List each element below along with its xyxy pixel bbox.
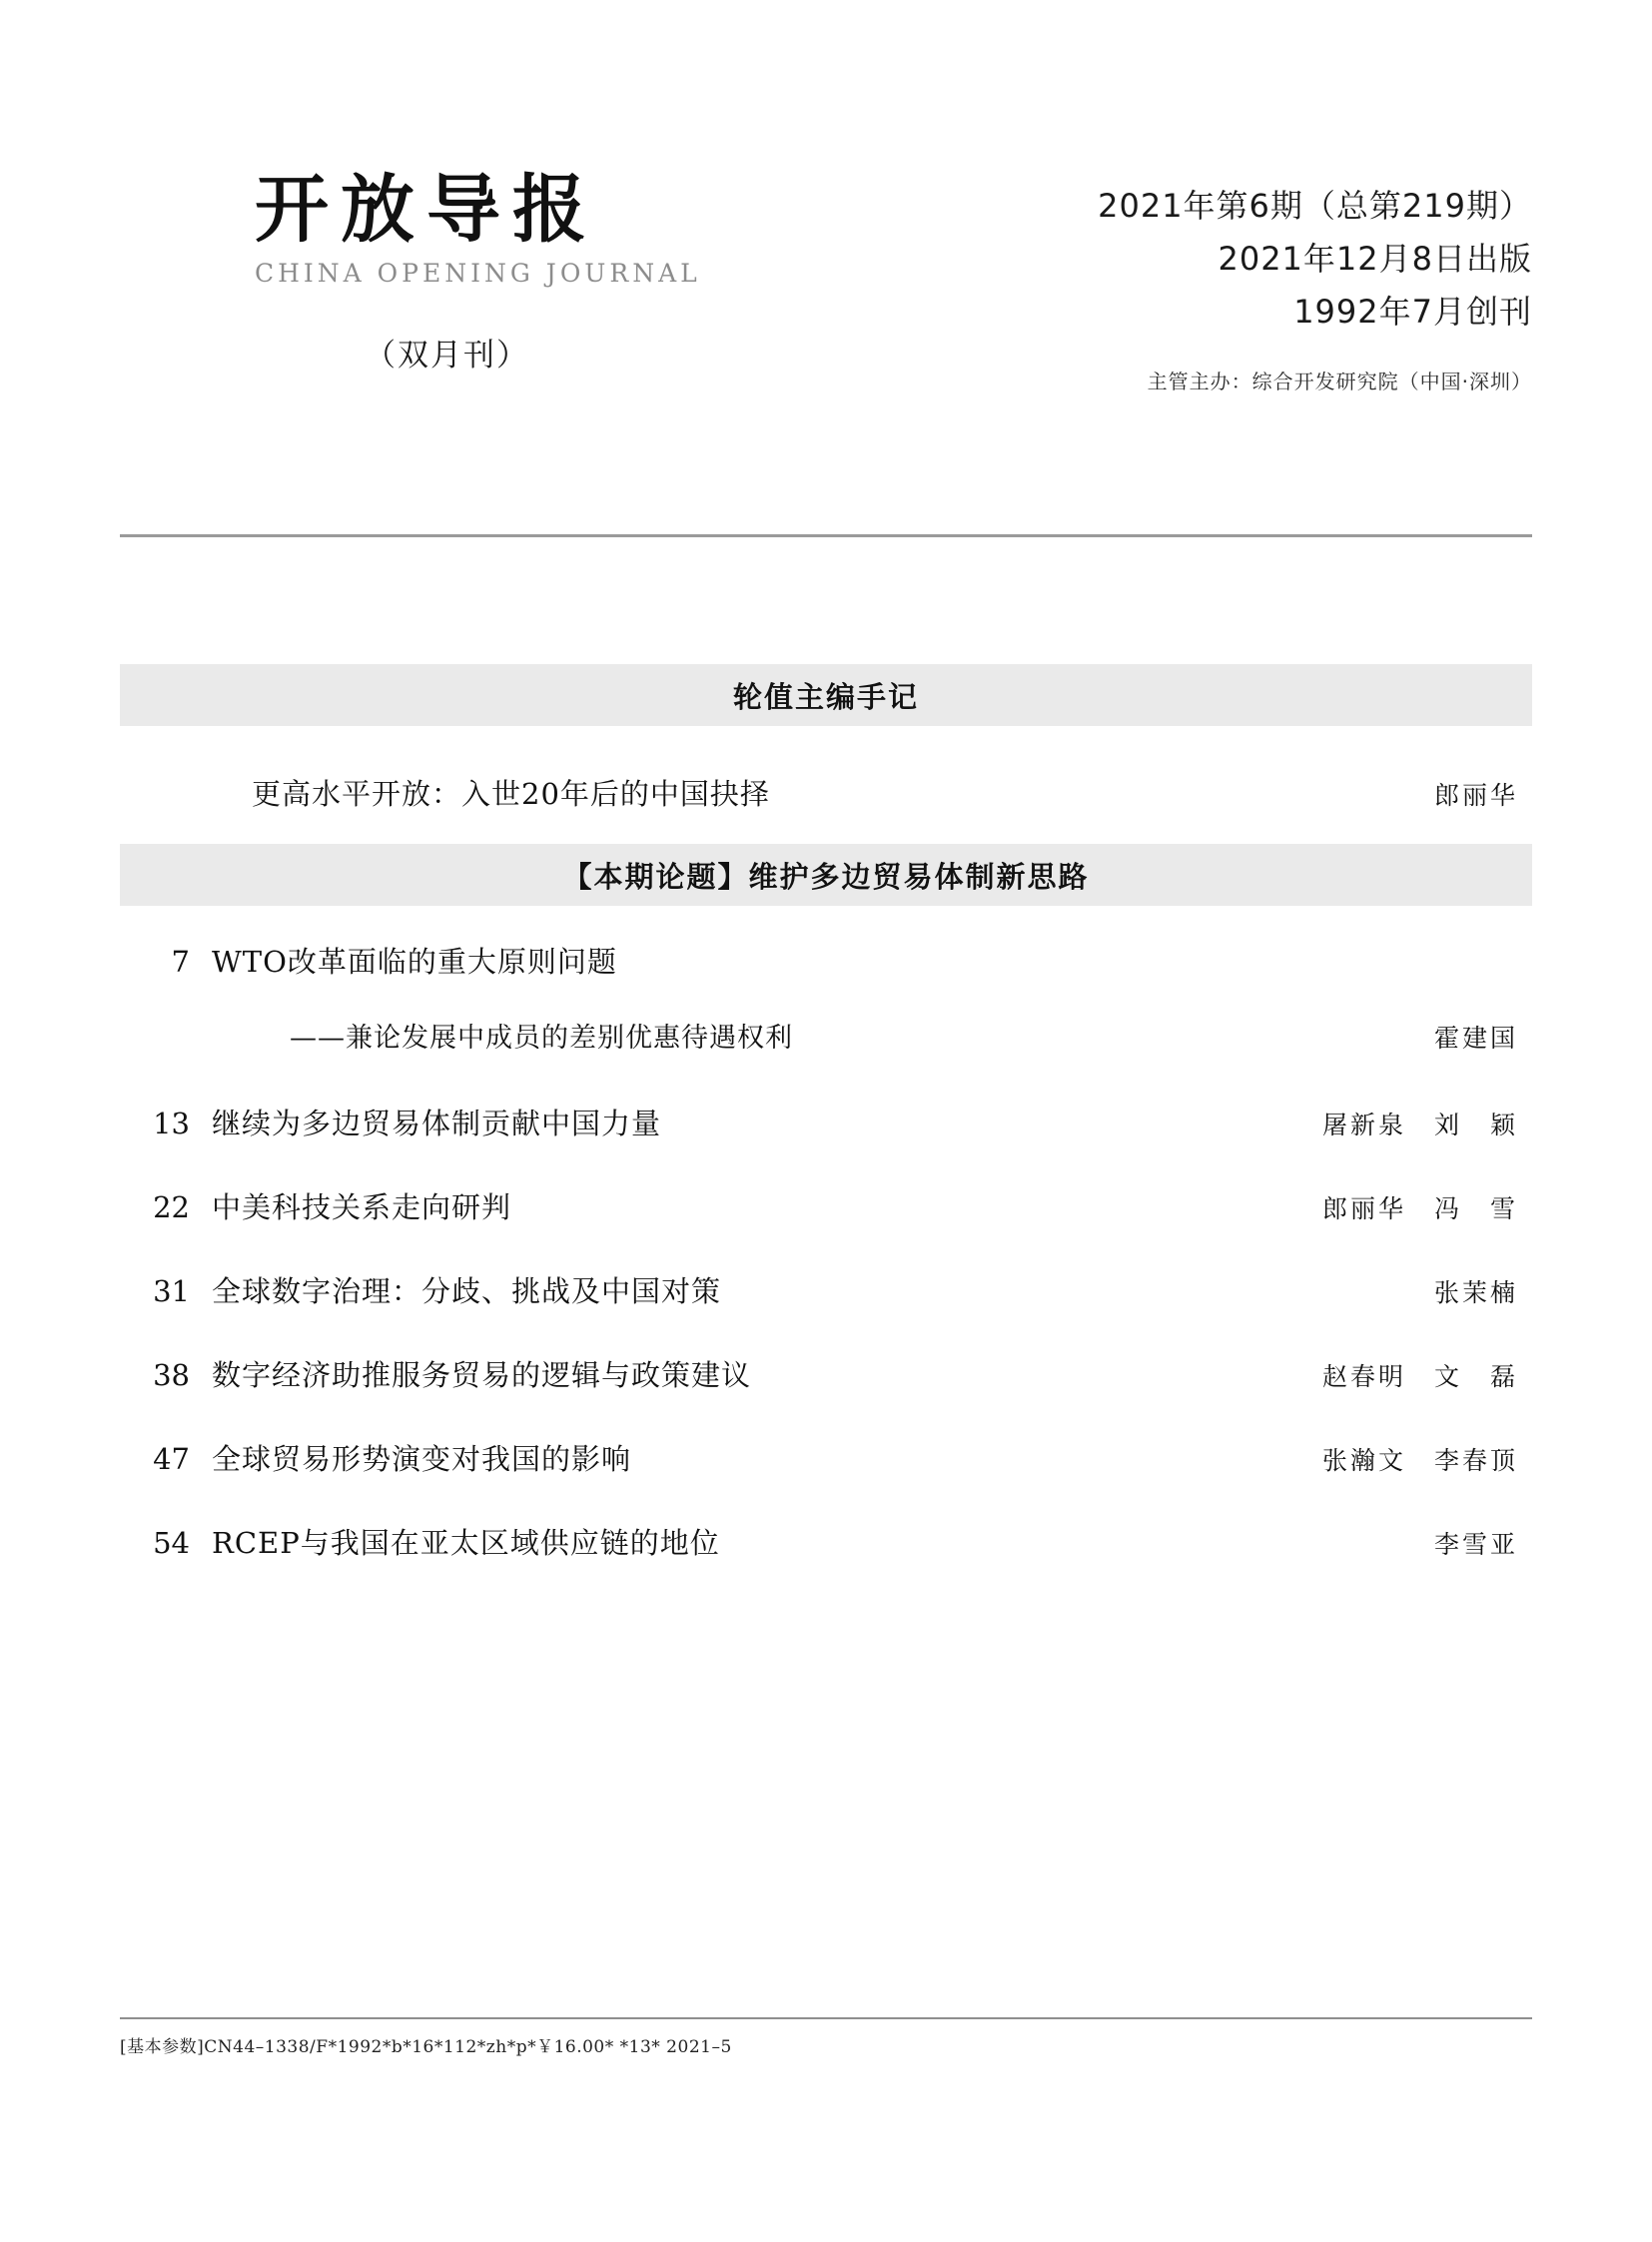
entry-authors: 张茉楠 xyxy=(1433,1278,1518,1307)
entry-page-number: 7 xyxy=(171,945,190,979)
entry-subtitle: ——兼论发展中成员的差别优惠待遇权利 xyxy=(290,1023,793,1054)
entry-authors: 屠新泉 刘 颖 xyxy=(1321,1111,1518,1139)
header-divider xyxy=(120,534,1532,537)
table-of-contents xyxy=(120,664,1532,1571)
section-entries-topic xyxy=(120,906,1532,1571)
entry-title: 中美科技关系走向研判 xyxy=(212,1190,512,1224)
entry-authors: 霍建国 xyxy=(1433,1024,1518,1053)
entry-authors: 李雪亚 xyxy=(1433,1530,1518,1559)
section-header-editor-note xyxy=(120,664,1532,726)
entry-title: 全球贸易形势演变对我国的影响 xyxy=(212,1442,632,1476)
entry-page-number: 22 xyxy=(153,1190,190,1224)
entry-authors: 张瀚文 李春顶 xyxy=(1321,1446,1518,1475)
section-title: 【本期论题】维护多边贸易体制新思路 xyxy=(562,859,1090,894)
entry-authors: 郎丽华 冯 雪 xyxy=(1321,1194,1518,1223)
entry-page-number: 13 xyxy=(153,1107,190,1140)
footer-divider xyxy=(120,2017,1532,2019)
entry-page-number: 47 xyxy=(153,1442,190,1476)
entry-page-number: 31 xyxy=(153,1274,190,1308)
journal-title-en: CHINA OPENING JOURNAL xyxy=(255,259,701,289)
entry-title: 数字经济助推服务贸易的逻辑与政策建议 xyxy=(212,1358,752,1392)
masthead xyxy=(120,167,1532,394)
entry-title: RCEP与我国在亚太区域供应链的地位 xyxy=(212,1526,720,1560)
toc-entry[interactable] xyxy=(120,1319,1532,1403)
toc-entry[interactable] xyxy=(120,1235,1532,1319)
spacer xyxy=(120,826,1532,844)
entry-authors: 郎丽华 xyxy=(1433,781,1518,810)
toc-entry[interactable] xyxy=(120,1068,1532,1151)
entry-page-number: 54 xyxy=(153,1526,190,1560)
entry-title: WTO改革面临的重大原则问题 xyxy=(212,945,617,979)
toc-entry[interactable] xyxy=(120,1403,1532,1487)
entry-title: 全球数字治理：分歧、挑战及中国对策 xyxy=(212,1274,722,1308)
journal-brand xyxy=(120,167,759,374)
toc-entry[interactable] xyxy=(120,906,1532,990)
journal-frequency: （双月刊） xyxy=(365,338,529,374)
section-entries-editor-note xyxy=(120,726,1532,826)
entry-title: 更高水平开放：入世20年后的中国抉择 xyxy=(252,777,770,811)
toc-entry[interactable] xyxy=(120,1487,1532,1571)
publisher-info: 主管主办：综合开发研究院（中国·深圳） xyxy=(1147,370,1532,394)
issue-info xyxy=(913,170,1532,394)
toc-entry-subtitle[interactable] xyxy=(120,990,1532,1068)
issue-number: 2021年第6期（总第219期） xyxy=(1098,187,1532,225)
section-header-topic xyxy=(120,844,1532,906)
footer-catalog-code: [基本参数]CN44–1338/F*1992*b*16*112*zh*p*￥16.00* *13* 2021–5 xyxy=(120,2037,732,2057)
journal-title-cn: 开放导报 xyxy=(255,167,598,253)
entry-page-number: 38 xyxy=(153,1358,190,1392)
entry-authors: 赵春明 文 磊 xyxy=(1321,1362,1518,1391)
toc-entry[interactable] xyxy=(120,726,1532,826)
section-title: 轮值主编手记 xyxy=(732,679,919,714)
founding-date: 1992年7月创刊 xyxy=(1293,292,1532,331)
toc-entry[interactable] xyxy=(120,1151,1532,1235)
publication-date: 2021年12月8日出版 xyxy=(1218,239,1532,278)
entry-title: 继续为多边贸易体制贡献中国力量 xyxy=(212,1107,662,1140)
